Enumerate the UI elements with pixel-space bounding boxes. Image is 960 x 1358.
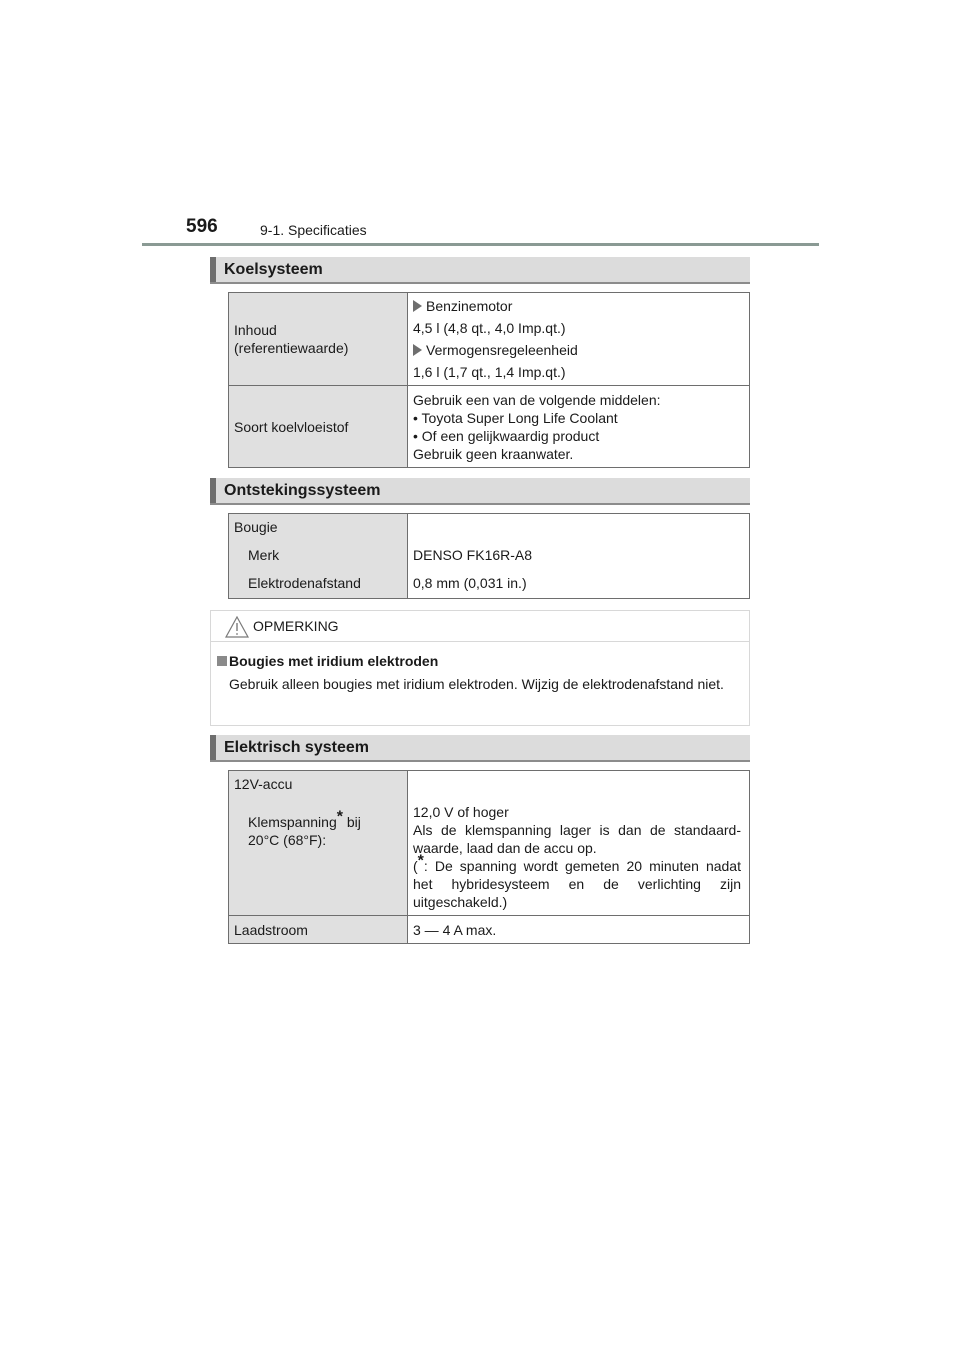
row-label xyxy=(229,293,408,386)
row-label: Laadstroom xyxy=(229,916,408,944)
notice-text: Gebruik alleen bougies met iridium elektroden. Wijzig de elektrodenafstand niet. xyxy=(229,676,724,692)
section-title: Ontstekingssysteem xyxy=(224,482,381,499)
header-rule xyxy=(142,243,819,246)
row-value xyxy=(408,293,750,386)
asterisk: * xyxy=(417,852,424,870)
table-row xyxy=(229,771,750,916)
notice-subtitle: Bougies met iridium elektroden xyxy=(229,653,439,669)
section-heading-ontstekingssysteem xyxy=(210,478,750,505)
asterisk: * xyxy=(336,808,343,826)
merk-value: DENSO FK16R-A8 xyxy=(413,547,533,563)
row-value: 3 — 4 A max. xyxy=(408,916,750,944)
row-label xyxy=(229,771,408,916)
row-label: Soort koelvloeistof xyxy=(229,386,408,468)
voltage-detail: Als de klemspanning lager is dan de standaard-waarde, laad dan de accu op. xyxy=(413,822,741,856)
value-line: • Toyota Super Long Life Coolant xyxy=(413,409,618,426)
row-value xyxy=(408,771,750,916)
section-title: Elektrisch systeem xyxy=(224,739,369,756)
value-line: Gebruik een van de volgende middelen: xyxy=(413,391,661,408)
engine-label: Benzinemotor xyxy=(426,298,513,314)
section-heading-koelsysteem xyxy=(210,257,750,284)
table-row xyxy=(229,916,750,944)
label-line: Inhoud xyxy=(234,322,277,338)
group-label: Bougie xyxy=(234,519,278,535)
notice-title: OPMERKING xyxy=(253,618,339,634)
row-value xyxy=(408,386,750,468)
koelsysteem-table xyxy=(228,292,750,468)
group-label: 12V-accu xyxy=(234,776,293,792)
table-row xyxy=(229,386,750,468)
row-label xyxy=(229,514,408,599)
engine-capacity: 4,5 l (4,8 qt., 4,0 Imp.qt.) xyxy=(413,320,566,336)
label-line: (referentiewaarde) xyxy=(234,340,349,356)
ontstekingssysteem-table xyxy=(228,513,750,599)
row-value xyxy=(408,514,750,599)
voltage-label-suffix: bij xyxy=(342,814,361,830)
triangle-bullet-icon xyxy=(413,300,422,312)
table-row xyxy=(229,514,750,599)
pcu-capacity: 1,6 l (1,7 qt., 1,4 Imp.qt.) xyxy=(413,364,566,380)
value-line: Gebruik geen kraanwater. xyxy=(413,445,574,462)
voltage-temperature: 20°C (68°F): xyxy=(248,832,327,848)
notice-box xyxy=(210,610,750,726)
table-row xyxy=(229,293,750,386)
section-title: Koelsysteem xyxy=(224,261,323,278)
pcu-label: Vermogensregeleenheid xyxy=(426,342,578,358)
triangle-bullet-icon xyxy=(413,344,422,356)
page-number: 596 xyxy=(186,216,218,237)
gap-value: 0,8 mm (0,031 in.) xyxy=(413,575,527,591)
warning-icon xyxy=(225,616,249,638)
voltage-label: Klemspanning xyxy=(248,814,337,830)
merk-label: Merk xyxy=(248,547,280,563)
footnote-open: ( xyxy=(413,858,418,874)
voltage-value: 12,0 V of hoger xyxy=(413,804,509,820)
footnote-text: : De spanning wordt gemeten 20 minuten nadat het hybridesysteem en de verlichting zijn uitgeschakeld.) xyxy=(413,858,741,910)
square-bullet-icon xyxy=(217,656,227,666)
value-line: • Of een gelijkwaardig product xyxy=(413,427,600,444)
elektrisch-systeem-table xyxy=(228,770,750,944)
notice-header xyxy=(211,611,749,642)
section-label: 9-1. Specificaties xyxy=(260,222,367,238)
section-heading-elektrisch-systeem xyxy=(210,735,750,762)
gap-label: Elektrodenafstand xyxy=(248,575,361,591)
